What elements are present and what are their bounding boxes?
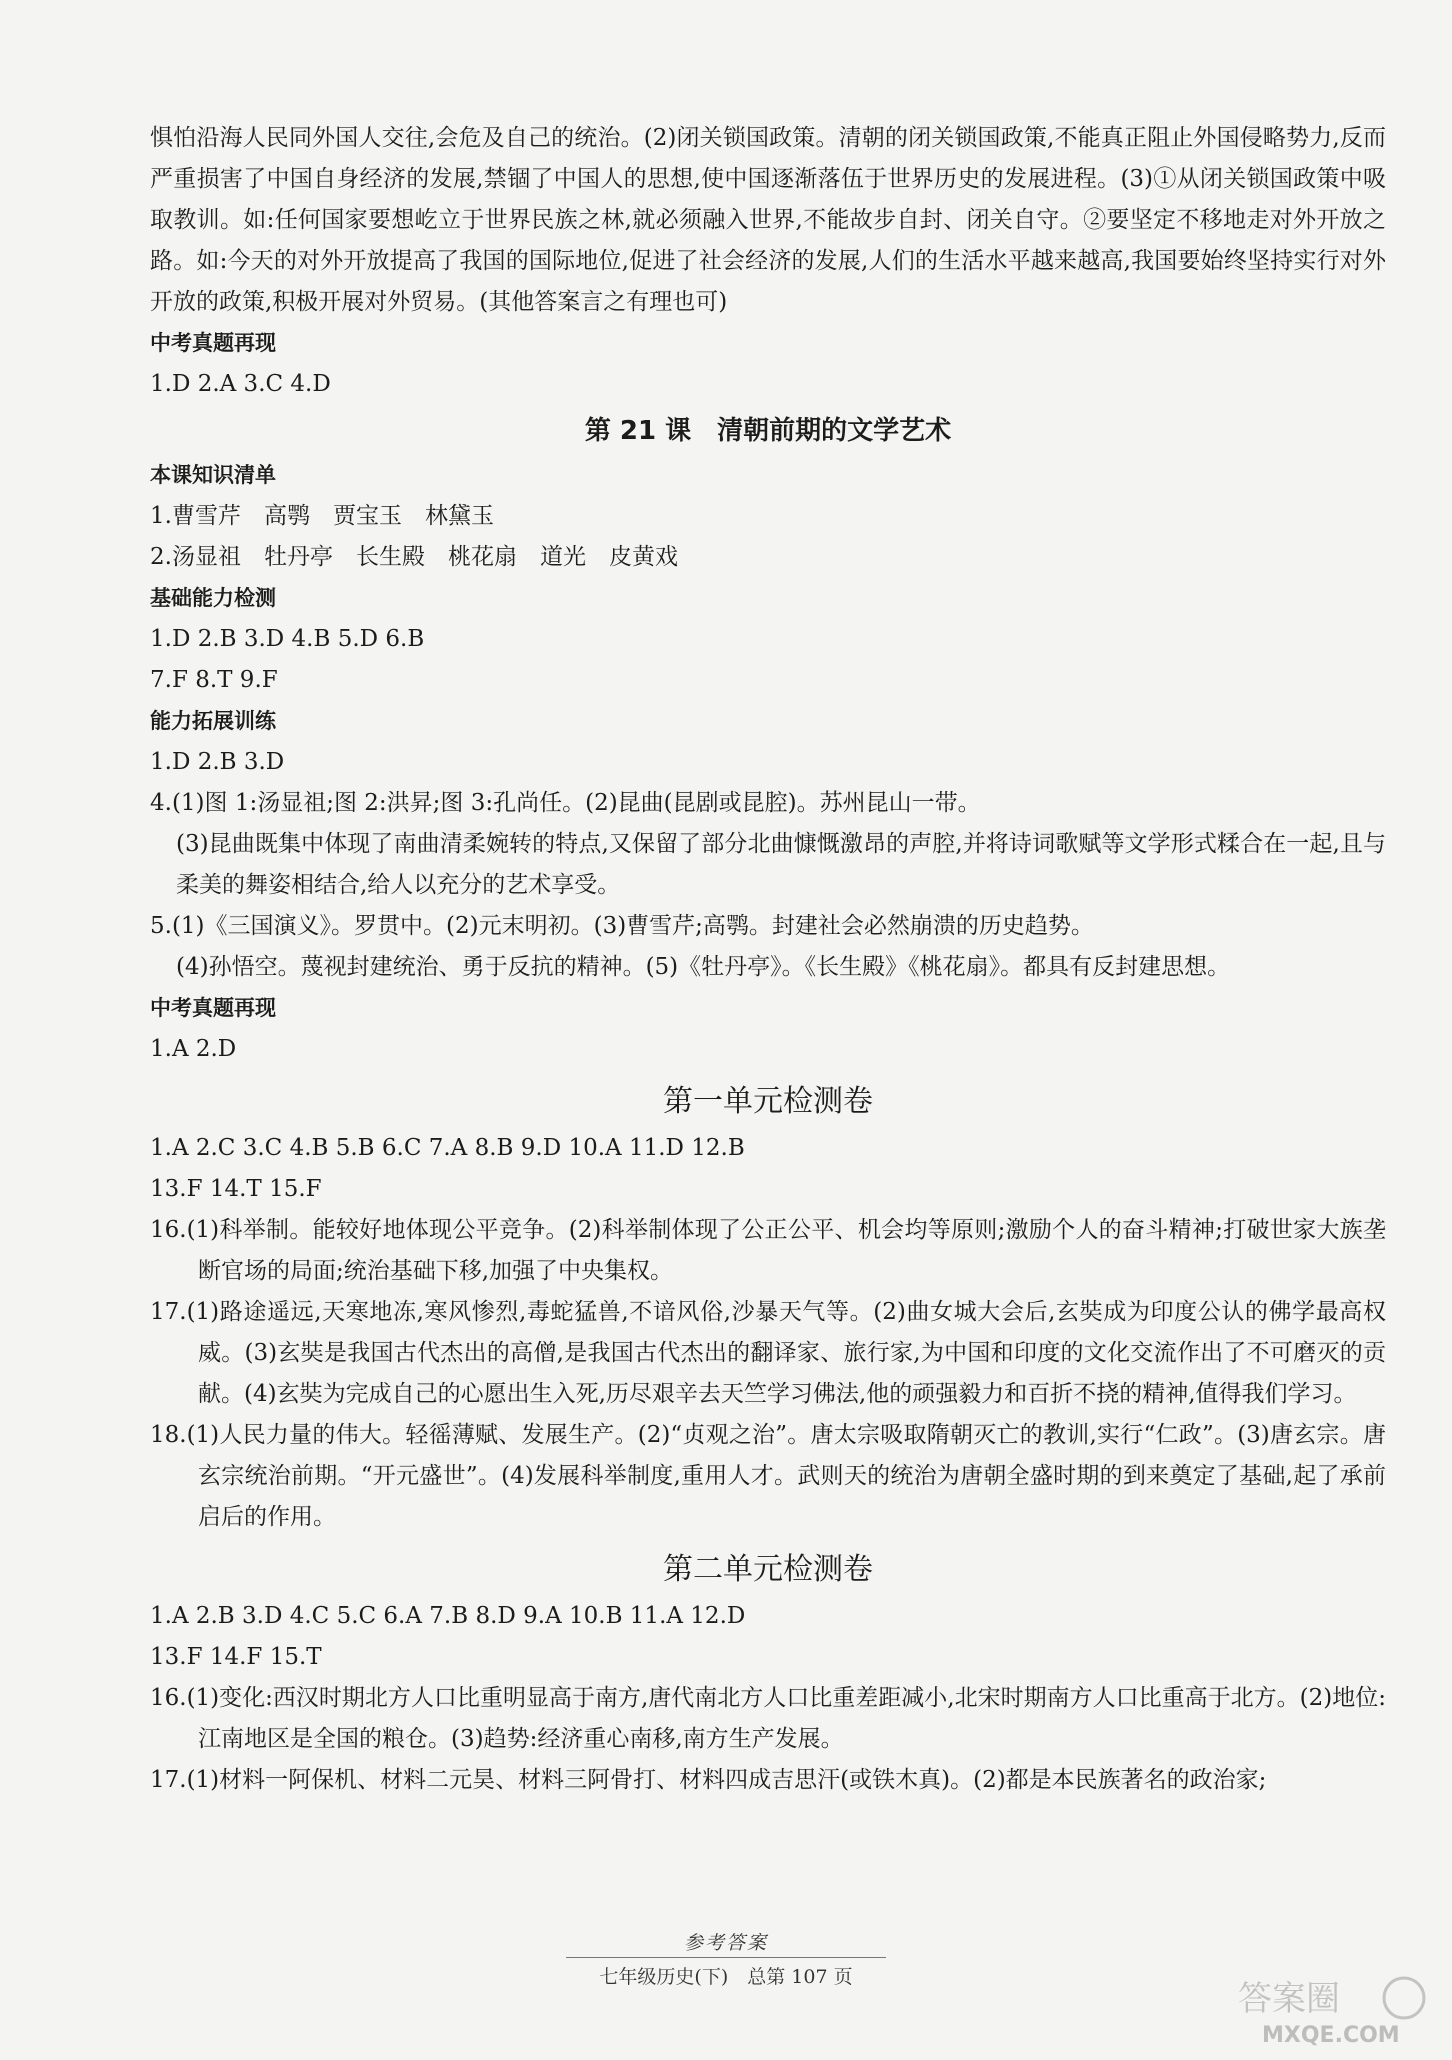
answer-line: 18.(1)人民力量的伟大。轻徭薄赋、发展生产。(2)“贞观之治”。唐太宗吸取隋朝灭亡的教训,实行“仁政”。(3)唐玄宗。唐玄宗统治前期。“开元盛世”。(4)发展科举制度,重用人才。武则天的统治为唐朝全盛时期的到来奠定了基础,起了承前启后的作用。	[150, 1422, 1386, 1530]
unit-title: 第二单元检测卷	[663, 1552, 873, 1587]
answer-line: 1.曹雪芹 高鹗 贾宝玉 林黛玉	[150, 503, 494, 529]
lesson-title: 第 21 课 清朝前期的文学艺术	[584, 416, 952, 446]
answer-line: 1.A 2.C 3.C 4.B 5.B 6.C 7.A 8.B 9.D 10.A 11.D 12.B	[150, 1135, 745, 1161]
answer-line: 1.D 2.B 3.D	[150, 749, 285, 775]
watermark-logo	[1232, 1968, 1432, 2048]
section-heading: 中考真题再现	[150, 996, 276, 1020]
answer-line: 4.(1)图 1:汤显祖;图 2:洪昇;图 3:孔尚任。(2)昆曲(昆剧或昆腔)。苏州昆山一带。	[150, 790, 981, 816]
answer-line: 17.(1)路途遥远,天寒地冻,寒风惨烈,毒蛇猛兽,不谙风俗,沙暴天气等。(2)曲女城大会后,玄奘成为印度公认的佛学最高权威。(3)玄奘是我国古代杰出的高僧,是我国古代杰出的翻译家、旅行家,为中国和印度的文化交流作出了不可磨灭的贡献。(4)玄奘为完成自己的心愿出生入死,历尽艰辛去天竺学习佛法,他的顽强毅力和百折不挠的精神,值得我们学习。	[150, 1299, 1386, 1407]
footer-book-info: 七年级历史(下) 总第 107 页	[599, 1966, 853, 1988]
answer-line: 1.D 2.A 3.C 4.D	[150, 371, 331, 397]
answer-line: 16.(1)科举制。能较好地体现公平竞争。(2)科举制体现了公正公平、机会均等原则;激励个人的奋斗精神;打破世家大族垄断官场的局面;统治基础下移,加强了中央集权。	[150, 1217, 1386, 1284]
watermark-logo-text: 答案圈	[1238, 1979, 1340, 2019]
answer-line: 2.汤显祖 牡丹亭 长生殿 桃花扇 道光 皮黄戏	[150, 544, 678, 570]
answer-line: 13.F 14.F 15.T	[150, 1644, 322, 1670]
section-heading: 中考真题再现	[150, 331, 276, 355]
answer-line: 13.F 14.T 15.F	[150, 1176, 322, 1202]
answer-page	[150, 118, 1386, 1801]
watermark-site: MXQE.COM	[1262, 2023, 1400, 2048]
unit-title: 第一单元检测卷	[663, 1084, 873, 1119]
answer-line: (3)昆曲既集中体现了南曲清柔婉转的特点,又保留了部分北曲慷慨激昂的声腔,并将诗词歌赋等文学形式糅合在一起,且与柔美的舞姿相结合,给人以充分的艺术享受。	[176, 831, 1386, 898]
section-heading: 基础能力检测	[150, 586, 276, 610]
answer-line: 17.(1)材料一阿保机、材料二元昊、材料三阿骨打、材料四成吉思汗(或铁木真)。(2)都是本民族著名的政治家;	[150, 1767, 1267, 1793]
footer-divider	[566, 1957, 886, 1958]
answer-line: 5.(1)《三国演义》。罗贯中。(2)元末明初。(3)曹雪芹;高鹗。封建社会必然崩溃的历史趋势。	[150, 913, 1094, 939]
answer-line: 1.A 2.B 3.D 4.C 5.C 6.A 7.B 8.D 9.A 10.B 11.A 12.D	[150, 1603, 746, 1629]
answer-line: 7.F 8.T 9.F	[150, 667, 278, 693]
section-heading: 本课知识清单	[150, 463, 276, 487]
answer-line: (4)孙悟空。蔑视封建统治、勇于反抗的精神。(5)《牡丹亭》。《长生殿》《桃花扇》。都具有反封建思想。	[176, 954, 1231, 980]
intro-paragraph: 惧怕沿海人民同外国人交往,会危及自己的统治。(2)闭关锁国政策。清朝的闭关锁国政策,不能真正阻止外国侵略势力,反而严重损害了中国自身经济的发展,禁锢了中国人的思想,使中国逐渐落伍于世界历史的发展进程。(3)①从闭关锁国政策中吸取教训。如:任何国家要想屹立于世界民族之林,就必须融入世界,不能故步自封、闭关自守。②要坚定不移地走对外开放之路。如:今天的对外开放提高了我国的国际地位,促进了社会经济的发展,人们的生活水平越来越高,我国要始终坚持实行对外开放的政策,积极开展对外贸易。(其他答案言之有理也可)	[150, 125, 1386, 315]
section-heading: 能力拓展训练	[150, 709, 276, 733]
answer-line: 16.(1)变化:西汉时期北方人口比重明显高于南方,唐代南北方人口比重差距减小,北宋时期南方人口比重高于北方。(2)地位:江南地区是全国的粮仓。(3)趋势:经济重心南移,南方生产发展。	[150, 1685, 1386, 1752]
footer-label: 参考答案	[683, 1932, 768, 1954]
answer-line: 1.A 2.D	[150, 1036, 237, 1062]
answer-line: 1.D 2.B 3.D 4.B 5.D 6.B	[150, 626, 425, 652]
